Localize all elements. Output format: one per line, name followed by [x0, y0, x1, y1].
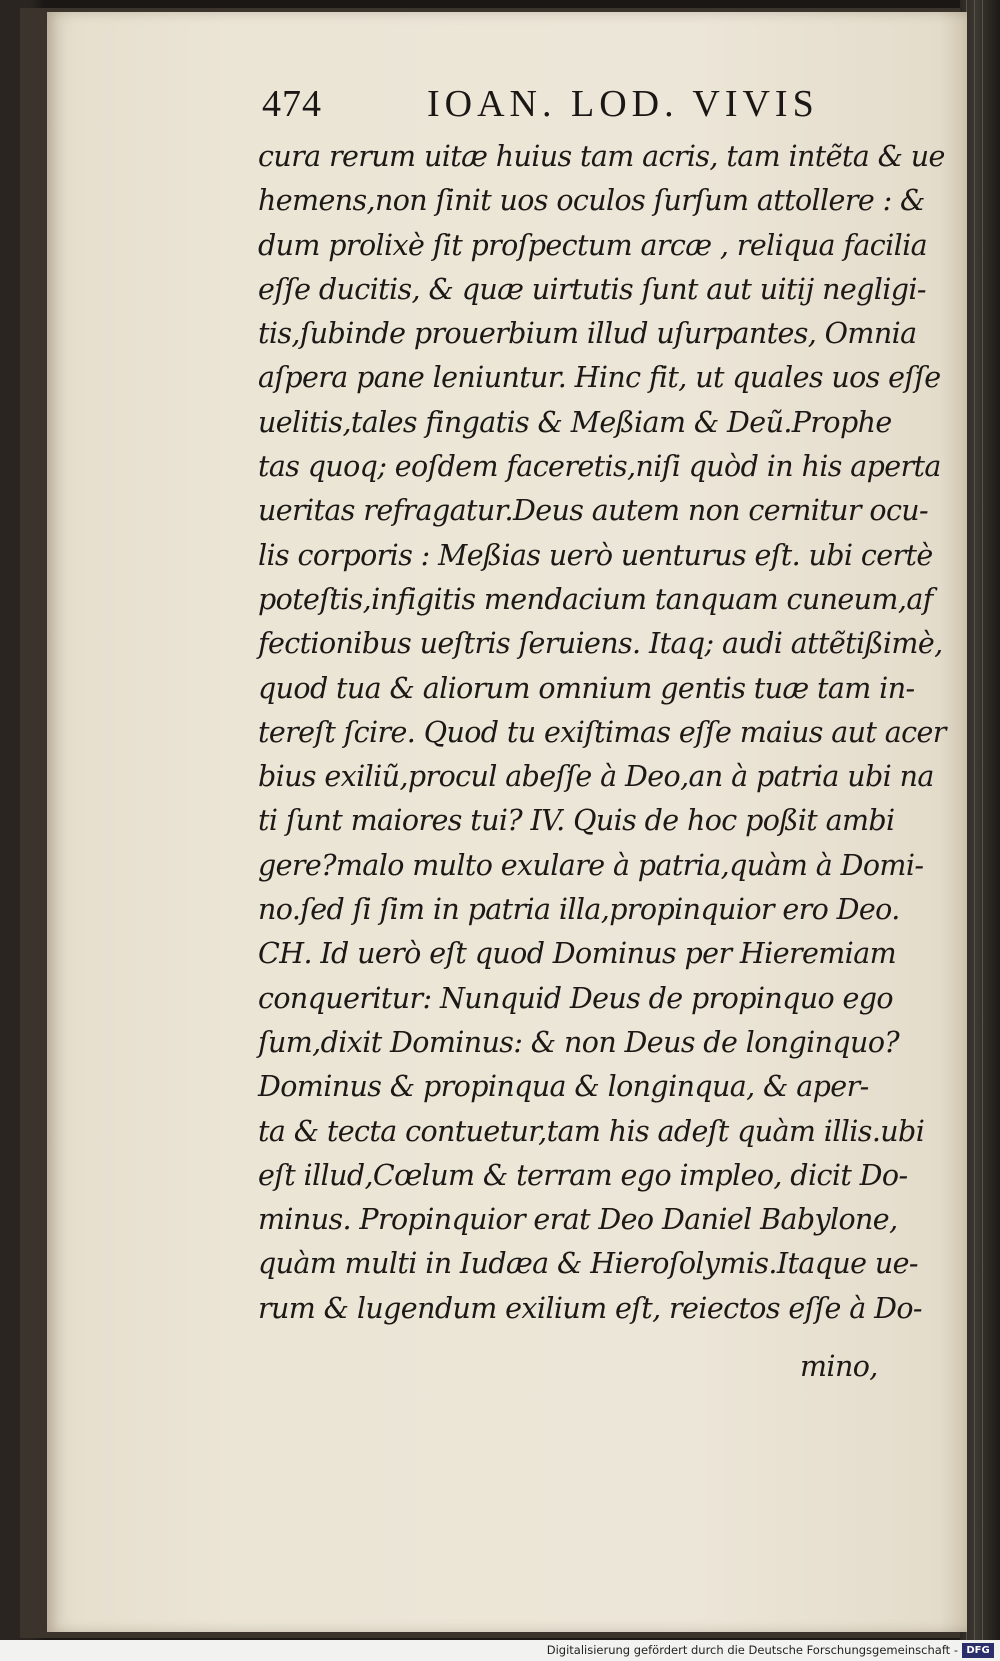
text-line: cura rerum uitæ huius tam acris, tam intẽta & ue: [258, 140, 945, 173]
text-line: ta & tecta contuetur,tam his adeſt quàm illis.ubi: [258, 1114, 925, 1148]
text-line: ſum,dixit Dominus: & non Deus de longinquo?: [258, 1025, 900, 1059]
page-edge-line: [974, 0, 975, 1640]
text-line: no.ſed ſi ſim in patria illa,propinquior ero Deo.: [258, 893, 900, 927]
text-line: hemens,non ſinit uos oculos ſurſum attollere : &: [258, 184, 925, 218]
text-line: conqueritur: Nunquid Deus de propinquo ego: [258, 981, 893, 1015]
dfg-logo: DFG: [962, 1643, 994, 1658]
text-line: lis corporis : Meßias uerò uenturus eſt. ubi certè: [258, 538, 933, 572]
text-line: ueritas refragatur.Deus autem non cernitur ocu-: [258, 494, 929, 528]
text-line: quàm multi in Iudæa & Hieroſolymis.Itaque ue-: [258, 1247, 918, 1281]
text-line: dum prolixè ſit proſpectum arcæ , reliqua facilia: [258, 228, 928, 262]
text-line: poteſtis,infigitis mendacium tanquam cuneum,af: [258, 582, 933, 616]
text-line: tereſt ſcire. Quod tu exiſtimas eſſe maius aut acer: [258, 715, 946, 749]
text-line: rum & lugendum exilium eſt, reiectos eſſe à Do-: [258, 1291, 922, 1325]
text-block: [258, 135, 958, 1331]
text-line: Dominus & propinqua & longinqua, & aper-: [258, 1070, 869, 1104]
footer-bar: [0, 1640, 1000, 1661]
funding-credit: Digitalisierung gefördert durch die Deutsche Forschungsgemeinschaft -: [546, 1643, 958, 1657]
text-line: tis,ſubinde prouerbium illud uſurpantes, Omnia: [258, 317, 917, 351]
page-header: [262, 82, 952, 132]
text-line: uelitis,tales fingatis & Meßiam & Deũ.Prophe: [258, 405, 892, 439]
page-edge-line: [982, 0, 983, 1640]
text-line: ti ſunt maiores tui? IV. Quis de hoc poßit ambi: [258, 804, 895, 838]
text-line: aſpera pane leniuntur. Hinc fit, ut quales uos eſſe: [258, 361, 941, 395]
text-line: tas quoq; eoſdem faceretis,niſi quòd in his aperta: [258, 450, 941, 484]
text-line: fectionibus ueſtris ſeruiens. Itaq; audi attẽtißimè,: [258, 627, 943, 661]
text-line: minus. Propinquior erat Deo Daniel Babylone,: [258, 1203, 898, 1237]
text-line: eſſe ducitis, & quæ uirtutis ſunt aut uitij negligi-: [258, 272, 926, 306]
text-line: gere?malo multo exulare à patria,quàm à Domi-: [258, 848, 924, 882]
running-head: IOAN. LOD. VIVIS: [427, 83, 819, 125]
text-line: quod tua & aliorum omnium gentis tuæ tam in-: [258, 671, 915, 705]
text-line: bius exiliũ,procul abeſſe à Deo,an à patria ubi na: [258, 760, 934, 794]
page-number: 474: [262, 83, 322, 125]
text-line: eſt illud,Cœlum & terram ego impleo, dicit Do-: [258, 1158, 908, 1192]
catchword: mino,: [800, 1350, 878, 1383]
text-line: CH. Id uerò eſt quod Dominus per Hieremiam: [258, 937, 897, 971]
